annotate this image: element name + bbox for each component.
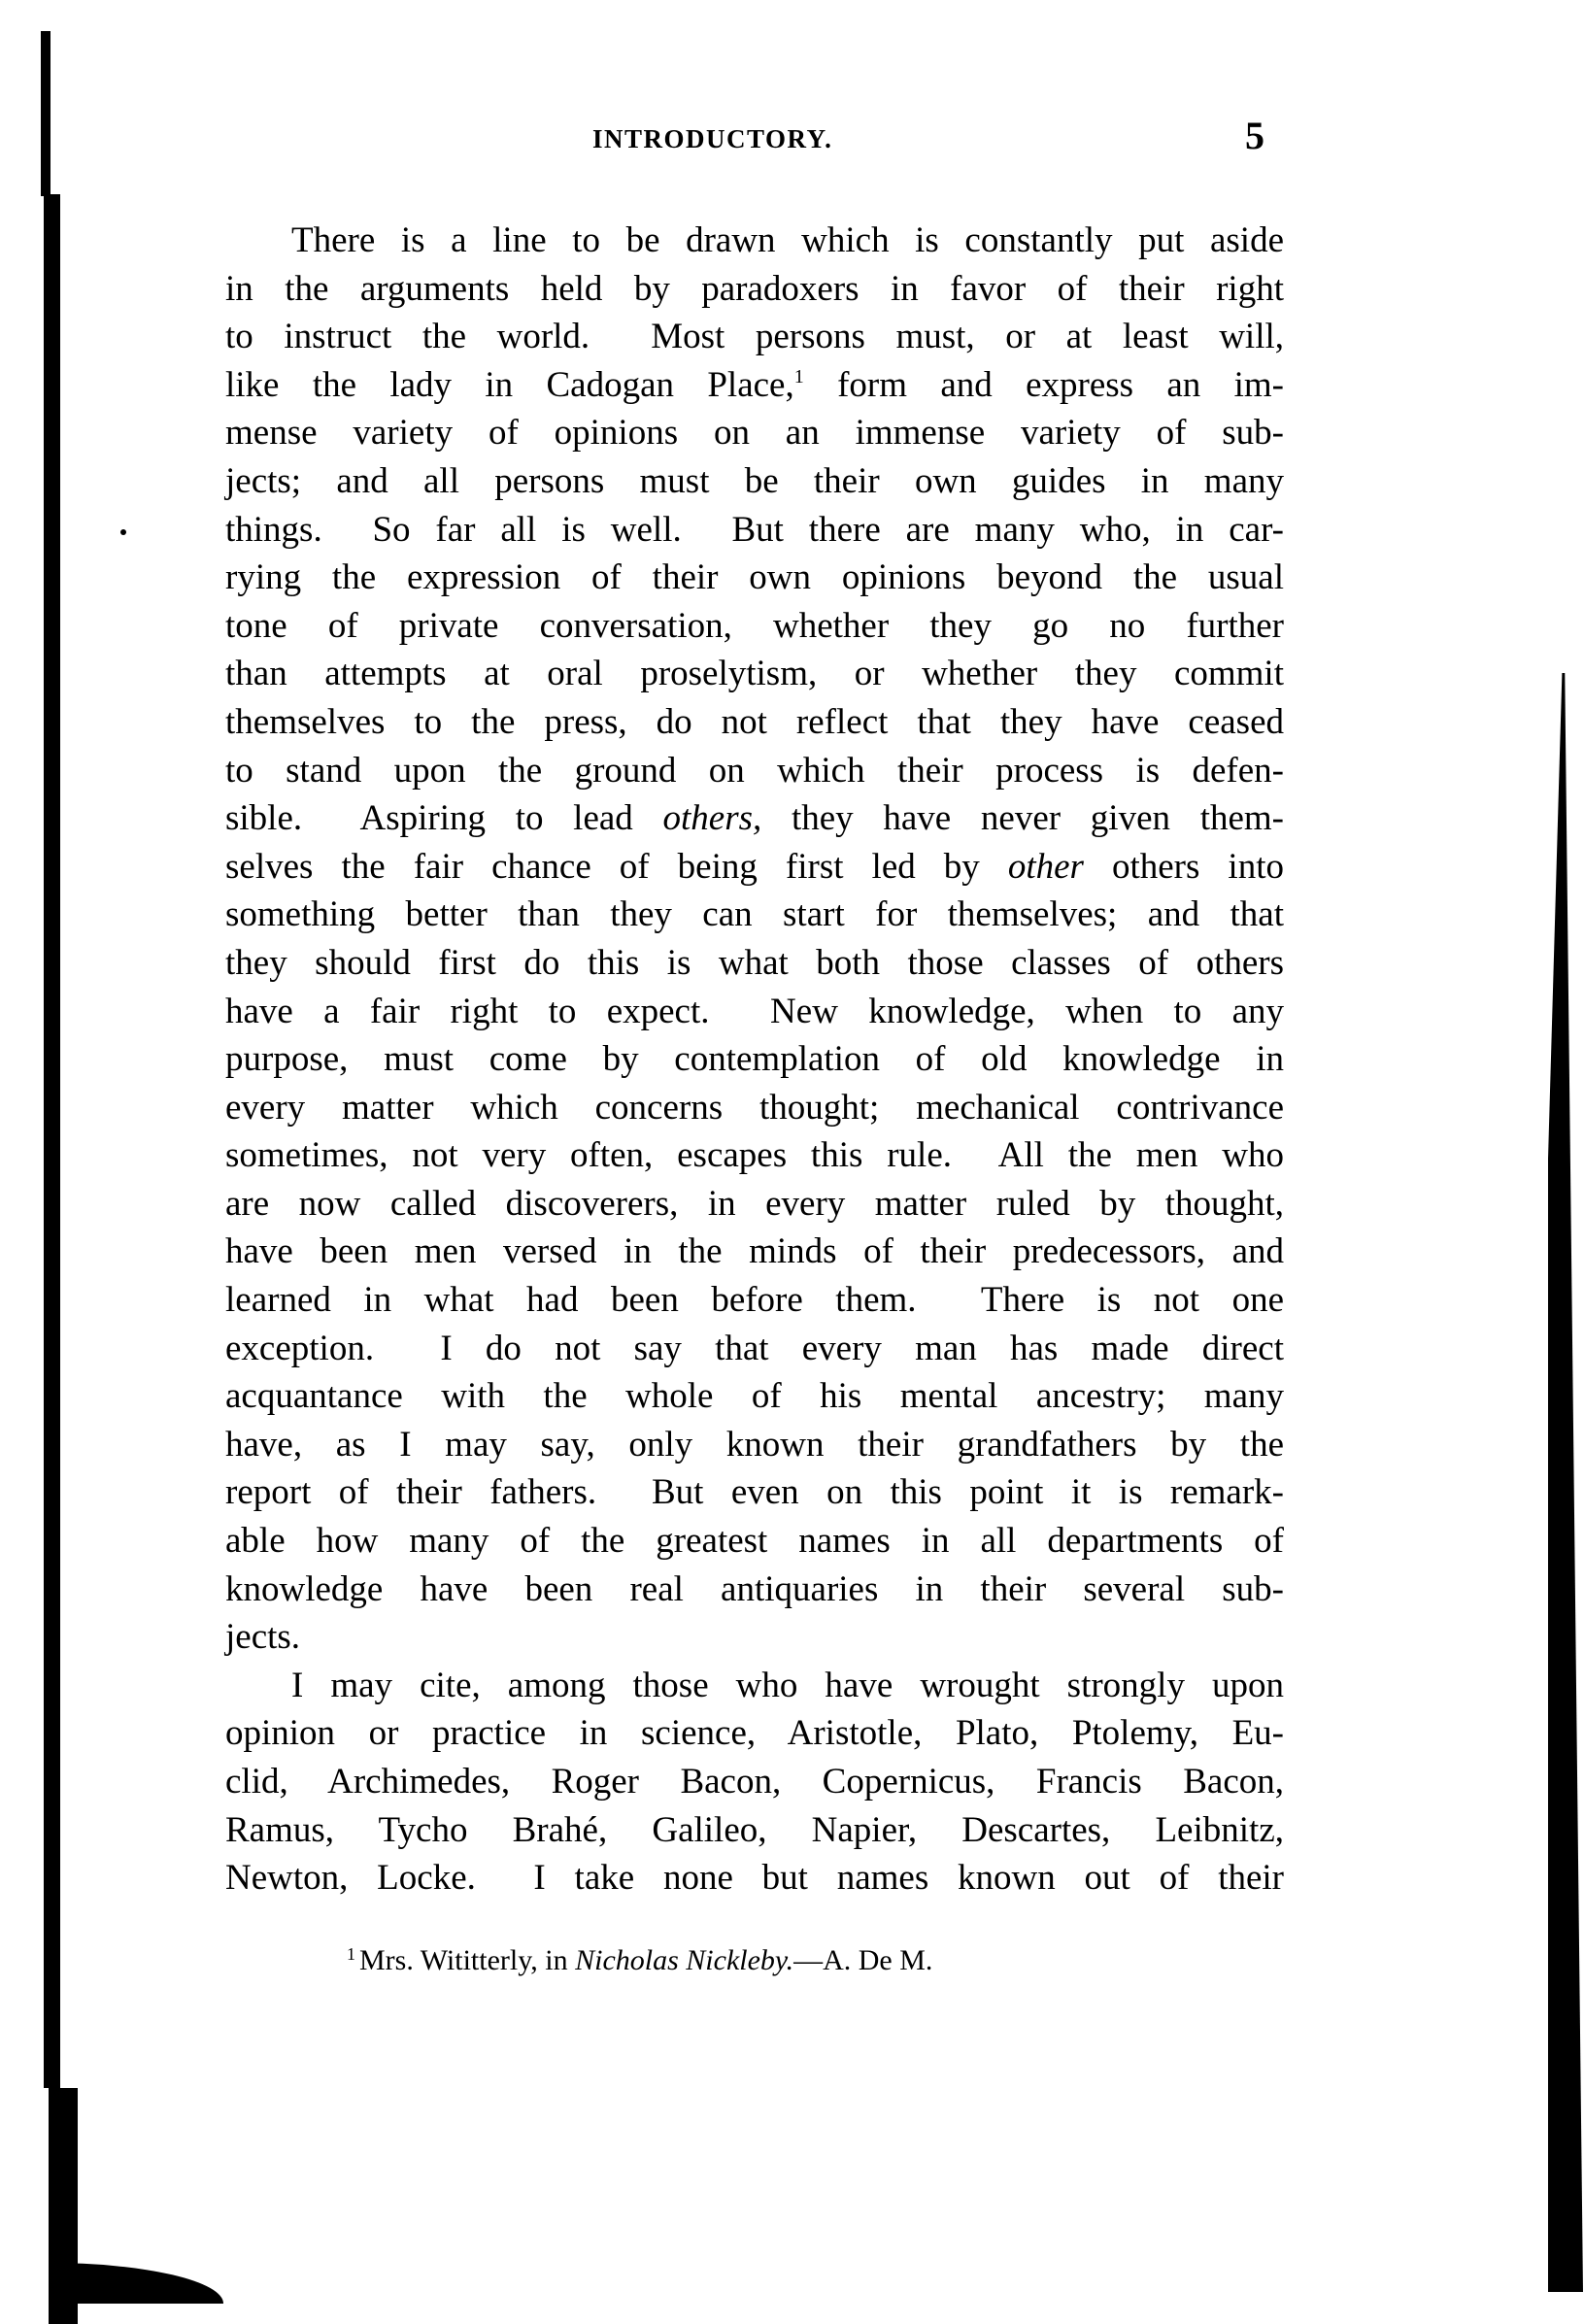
text-run: sible. Aspiring to lead [225,798,663,839]
text-run: exception. I do not say that every man has made direct [225,1328,1284,1368]
text-run: have, as I may say, only known their grandfathers by the [225,1424,1284,1465]
text-run: every matter which concerns thought; mechanical contrivance [225,1087,1284,1128]
text-line [225,1662,1284,1710]
text-line [225,506,1284,555]
text-run: things. So far all is well. But there are many who, in car- [225,509,1284,550]
text-run: report of their fathers. But even on this point it is remark- [225,1472,1284,1513]
text-line [225,1084,1284,1132]
text-run: than attempts at oral proselytism, or whether they commit [225,654,1284,694]
text-run: form and express an im- [803,364,1285,405]
text-line [225,1854,1284,1903]
text-run: themselves to the press, do not reflect that they have ceased [225,701,1284,742]
text-line [225,891,1284,939]
text-run: have been men versed in the minds of their predecessors, and [225,1231,1284,1272]
text-line [225,1613,1284,1662]
footnote-attribution: —A. De M. [793,1944,933,1976]
paragraph [225,217,1284,1662]
text-line [225,1228,1284,1276]
text-run: like the lady in Cadogan Place, [225,364,794,405]
text-run: clid, Archimedes, Roger Bacon, Copernicus, Francis Bacon, [225,1762,1284,1802]
text-run: mense variety of opinions on an immense variety of sub- [225,413,1284,454]
text-run: others into [1083,846,1284,887]
text-line [225,554,1284,602]
text-line [225,1758,1284,1806]
text-line [225,843,1284,892]
text-line [225,794,1284,843]
text-run: they have never given them- [761,798,1284,839]
text-line [225,747,1284,795]
footnote-text: Mrs. Wititterly, in [359,1944,576,1976]
text-line [225,1468,1284,1517]
text-line [225,1421,1284,1469]
scan-edge-shadow-left [44,194,60,2088]
italic-text: others, [662,798,762,839]
text-run: knowledge have been real antiquaries in their several sub- [225,1568,1284,1609]
text-run: to instruct the world. Most persons must, or at least will, [225,317,1284,357]
text-line [225,1035,1284,1084]
text-run: sometimes, not very often, escapes this rule. All the men who [225,1135,1284,1176]
paragraph [225,1662,1284,1903]
text-run: are now called discoverers, in every matter ruled by thought, [225,1183,1284,1224]
text-run: acquantance with the whole of his mental ancestry; many [225,1376,1284,1417]
scan-page-curl-shadow [49,2263,223,2304]
text-line [225,939,1284,988]
text-line [225,988,1284,1036]
text-run: to stand upon the ground on which their process is defen- [225,750,1284,791]
text-run: rying the expression of their own opinions beyond the usual [225,557,1284,598]
text-run: purpose, must come by contemplation of old knowledge in [225,1039,1284,1080]
text-line [225,1709,1284,1758]
text-run: they should first do this is what both those classes of others [225,942,1284,983]
text-line [225,217,1284,265]
text-line [225,602,1284,651]
text-run: selves the fair chance of being first led by [225,846,1008,887]
text-run: tone of private conversation, whether they go no further [225,605,1284,646]
text-run: jects. [225,1617,301,1658]
text-run: jects; and all persons must be their own guides in many [225,460,1284,501]
text-run: Newton, Locke. I take none but names known out of their [225,1858,1284,1899]
italic-text: other [1007,846,1084,887]
scan-edge-shadow-left-top [41,31,51,196]
text-run: have a fair right to expect. New knowledge, when to any [225,991,1284,1031]
text-line [225,1276,1284,1325]
running-head: INTRODUCTORY. [592,124,833,153]
text-run: There is a line to be drawn which is constantly put aside [291,220,1284,260]
text-run: opinion or practice in science, Aristotle, Plato, Ptolemy, Eu- [225,1713,1284,1754]
footnote [347,1944,932,1977]
text-run: learned in what had been before them. There is not one [225,1280,1284,1321]
text-line [225,650,1284,698]
text-line [225,1566,1284,1614]
text-line [225,457,1284,506]
text-line [225,1325,1284,1373]
text-line [225,698,1284,747]
text-run: I may cite, among those who have wrought strongly upon [291,1665,1284,1705]
scan-speck [120,529,126,535]
text-line [225,1180,1284,1229]
text-line [225,313,1284,361]
body-text [225,217,1284,1903]
scan-edge-shadow-right [1548,673,1583,2292]
footnote-reference: 1 [793,365,804,387]
text-run: in the arguments held by paradoxers in favor of their right [225,268,1284,309]
text-run: Ramus, Tycho Brahé, Galileo, Napier, Descartes, Leibnitz, [225,1809,1284,1850]
text-line [225,1517,1284,1566]
text-line [225,265,1284,314]
text-run: able how many of the greatest names in all departments of [225,1521,1284,1562]
page-number: 5 [1245,114,1264,157]
text-line [225,409,1284,457]
text-line [225,1372,1284,1421]
text-line [225,361,1284,410]
text-run: something better than they can start for themselves; and that [225,894,1284,935]
text-line [225,1131,1284,1180]
text-line [225,1806,1284,1855]
footnote-marker: 1 [347,1944,355,1964]
footnote-book-title: Nicholas Nickleby. [575,1944,794,1976]
